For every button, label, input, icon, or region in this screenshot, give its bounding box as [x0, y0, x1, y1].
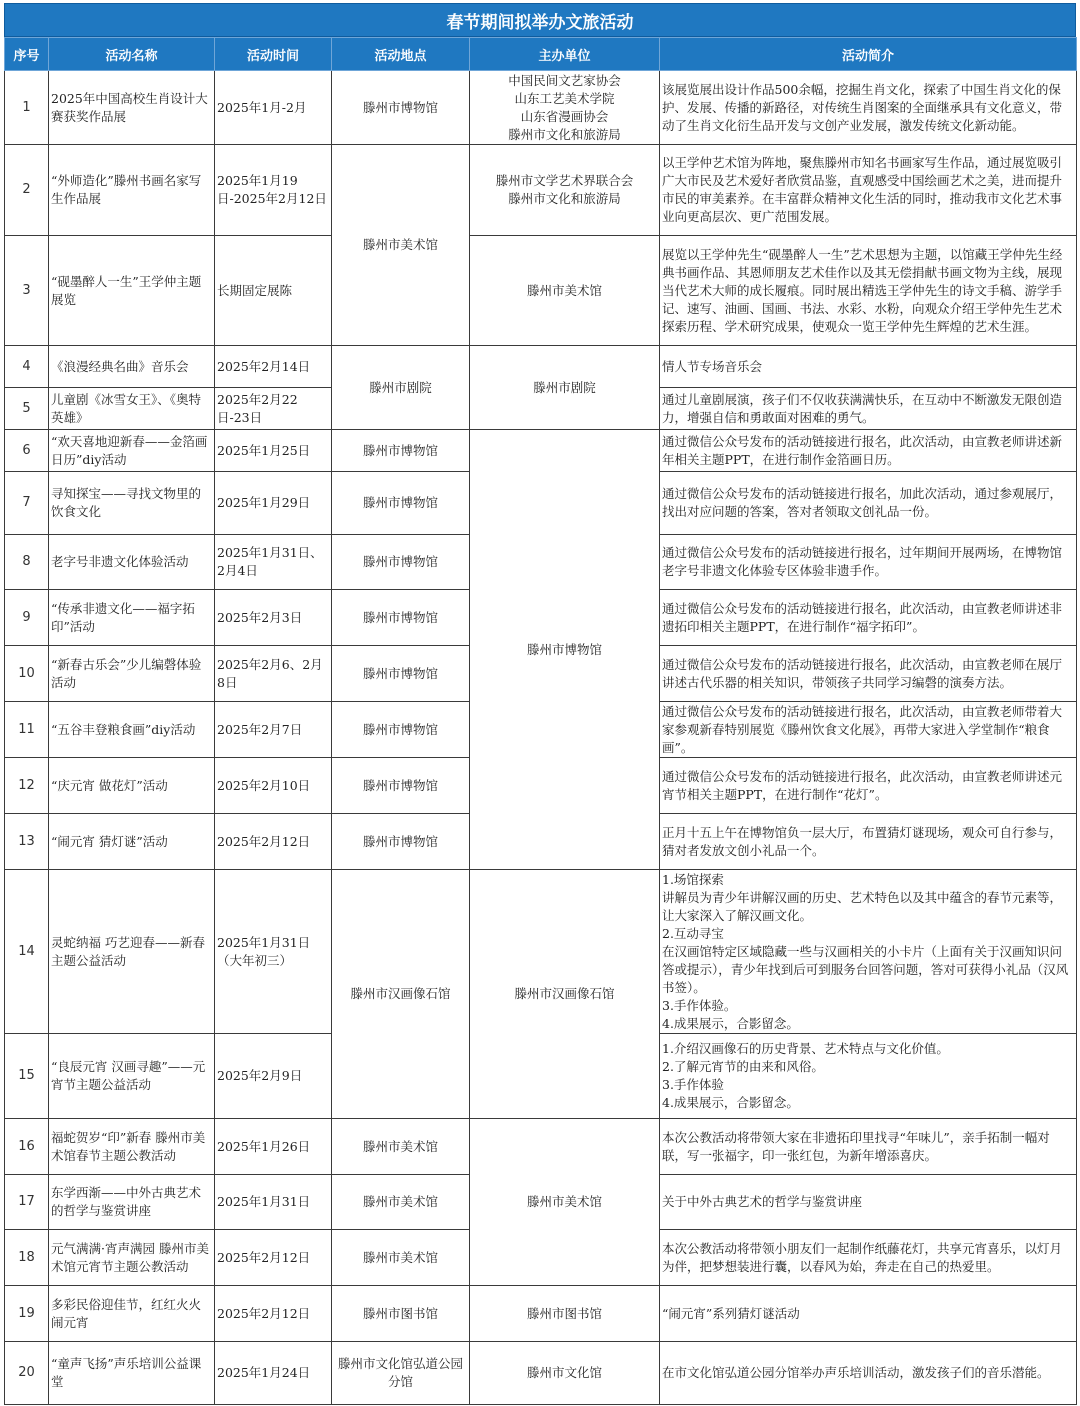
table-row — [5, 870, 1077, 1034]
activity-name: 《浪漫经典名曲》音乐会 — [49, 346, 215, 388]
activity-desc: 通过微信公众号发布的活动链接进行报名，此次活动，由宣教老师讲述新年相关主题PPT，在进行制作金箔画日历。 — [660, 430, 1077, 472]
activity-time: 2025年1月24日 — [215, 1342, 332, 1405]
activity-name: 寻知探宝——寻找文物里的饮食文化 — [49, 472, 215, 535]
activity-name: “庆元宵 做花灯”活动 — [49, 758, 215, 814]
row-no: 11 — [5, 702, 49, 758]
row-no: 7 — [5, 472, 49, 535]
activity-name: 2025年中国高校生肖设计大赛获奖作品展 — [49, 71, 215, 145]
activity-desc: 展览以王学仲先生“砚墨醉人一生”艺术思想为主题，以馆藏王学仲先生经典书画作品、其恩师朋友艺术佳作以及其无偿捐献书画文物为主线，展现当代艺术大师的成长履痕。同时展出精选王学仲先生的诗文手稿、游学手记、速写、油画、国画、书法、水彩、水粉，向观众介绍王学仲先生艺术探索历程、学术研究成果，使观众一览王学仲先生辉煌的艺术生涯。 — [660, 236, 1077, 346]
activity-place: 滕州市博物馆 — [332, 590, 470, 646]
activity-time: 2025年2月12日 — [215, 1286, 332, 1342]
activity-host: 滕州市博物馆 — [470, 430, 660, 870]
activity-time: 长期固定展陈 — [215, 236, 332, 346]
activity-time: 2025年1月31日（大年初三） — [215, 870, 332, 1034]
activity-name: “良辰元宵 汉画寻趣”——元宵节主题公益活动 — [49, 1034, 215, 1119]
activity-desc: 通过微信公众号发布的活动链接进行报名，此次活动，由宣教老师在展厅讲述古代乐器的相关知识，带领孩子共同学习编磬的演奏方法。 — [660, 646, 1077, 702]
row-no: 1 — [5, 71, 49, 145]
desc-line: 在汉画馆特定区域隐藏一些与汉画相关的小卡片（上面有关于汉画知识问答或提示），青少年找到后可到服务台回答问题，答对可获得小礼品（汉风书签）。 — [662, 943, 1069, 995]
activity-desc: 通过儿童剧展演，孩子们不仅收获满满快乐，在互动中不断激发无限创造力，增强自信和勇敢面对困难的勇气。 — [660, 388, 1077, 430]
activity-desc: “闹元宵”系列猜灯谜活动 — [660, 1286, 1077, 1342]
header-host: 主办单位 — [470, 38, 660, 71]
row-no: 3 — [5, 236, 49, 346]
host-line: 山东工艺美术学院 — [514, 90, 615, 106]
activity-time: 2025年1月26日 — [215, 1119, 332, 1175]
activity-place: 滕州市博物馆 — [332, 472, 470, 535]
document — [4, 3, 1076, 1405]
host-line: 滕州市文化和旅游局 — [508, 191, 621, 206]
activity-time: 2025年2月12日 — [215, 1230, 332, 1286]
activity-host — [470, 145, 660, 236]
activity-host — [470, 71, 660, 145]
activity-name: “童声飞扬”声乐培训公益课堂 — [49, 1342, 215, 1405]
row-no: 15 — [5, 1034, 49, 1119]
desc-line: 1.场馆探索 — [662, 871, 724, 887]
row-no: 12 — [5, 758, 49, 814]
header-name: 活动名称 — [49, 38, 215, 71]
header-row — [5, 38, 1077, 71]
activity-place: 滕州市文化馆弘道公园分馆 — [332, 1342, 470, 1405]
header-time: 活动时间 — [215, 38, 332, 71]
activity-desc: 通过微信公众号发布的活动链接进行报名，过年期间开展两场，在博物馆老字号非遗文化体验专区体验非遗手作。 — [660, 535, 1077, 590]
activity-table — [4, 37, 1077, 1405]
activity-place: 滕州市博物馆 — [332, 758, 470, 814]
activity-host: 滕州市文化馆 — [470, 1342, 660, 1405]
activity-time: 2025年2月6、2月8日 — [215, 646, 332, 702]
activity-desc: 本次公教活动将带领大家在非遗拓印里找寻“年味儿”，亲手拓制一幅对联，写一张福字，印一张红包，为新年增添喜庆。 — [660, 1119, 1077, 1175]
activity-time: 2025年1月29日 — [215, 472, 332, 535]
activity-desc: 通过微信公众号发布的活动链接进行报名，此次活动，由宣教老师讲述非遗拓印相关主题PPT，在进行制作“福字拓印”。 — [660, 590, 1077, 646]
activity-desc: 关于中外古典艺术的哲学与鉴赏讲座 — [660, 1175, 1077, 1230]
activity-name: “砚墨醉人一生”王学仲主题展览 — [49, 236, 215, 346]
activity-host: 滕州市图书馆 — [470, 1286, 660, 1342]
table-row — [5, 1119, 1077, 1175]
activity-host: 滕州市剧院 — [470, 346, 660, 430]
activity-time: 2025年2月22日-23日 — [215, 388, 332, 430]
activity-place: 滕州市博物馆 — [332, 535, 470, 590]
row-no: 8 — [5, 535, 49, 590]
host-line: 山东省漫画协会 — [520, 108, 609, 124]
header-desc: 活动简介 — [660, 38, 1077, 71]
activity-name: “欢天喜地迎新春——金箔画日历”diy活动 — [49, 430, 215, 472]
desc-line: 讲解员为青少年讲解汉画的历史、艺术特色以及其中蕴含的春节元素等，让大家深入了解汉画文化。 — [662, 889, 1063, 923]
activity-desc: 通过微信公众号发布的活动链接进行报名，加此次活动，通过参观展厅，找出对应问题的答案，答对者领取文创礼品一份。 — [660, 472, 1077, 535]
activity-place: 滕州市剧院 — [332, 346, 470, 430]
activity-name: “闹元宵 猜灯谜”活动 — [49, 814, 215, 870]
row-no: 5 — [5, 388, 49, 430]
activity-host: 滕州市美术馆 — [470, 236, 660, 346]
table-title: 春节期间拟举办文旅活动 — [4, 3, 1076, 37]
host-line: 滕州市文化和旅游局 — [508, 126, 621, 142]
row-no: 10 — [5, 646, 49, 702]
activity-place: 滕州市汉画像石馆 — [332, 870, 470, 1119]
activity-desc: 通过微信公众号发布的活动链接进行报名，此次活动，由宣教老师带着大家参观新春特别展览《滕州饮食文化展》，再带大家进入学堂制作“粮食画”。 — [660, 702, 1077, 758]
table-row — [5, 145, 1077, 236]
activity-desc — [660, 870, 1077, 1034]
row-no: 18 — [5, 1230, 49, 1286]
activity-host: 滕州市汉画像石馆 — [470, 870, 660, 1119]
desc-line: 1.介绍汉画像石的历史背景、艺术特点与文化价值。 — [662, 1041, 949, 1056]
activity-name: “传承非遗文化——福字拓印”活动 — [49, 590, 215, 646]
row-no: 4 — [5, 346, 49, 388]
activity-name: “五谷丰登粮食画”diy活动 — [49, 702, 215, 758]
table-row — [5, 71, 1077, 145]
activity-time: 2025年2月3日 — [215, 590, 332, 646]
row-no: 2 — [5, 145, 49, 236]
activity-desc: 以王学仲艺术馆为阵地，聚焦滕州市知名书画家写生作品，通过展览吸引广大市民及艺术爱好者欣赏品鉴，直观感受中国绘画艺术之美，进而提升市民的审美素养。在丰富群众精神文化生活的同时，推动我市文化艺术事业向更高层次、更广范围发展。 — [660, 145, 1077, 236]
table-row — [5, 1342, 1077, 1405]
row-no: 6 — [5, 430, 49, 472]
activity-desc: 在市文化馆弘道公园分馆举办声乐培训活动，激发孩子们的音乐潜能。 — [660, 1342, 1077, 1405]
activity-place: 滕州市美术馆 — [332, 1230, 470, 1286]
activity-time: 2025年1月31日 — [215, 1175, 332, 1230]
activity-desc — [660, 1034, 1077, 1119]
activity-time: 2025年2月9日 — [215, 1034, 332, 1119]
activity-place: 滕州市美术馆 — [332, 1175, 470, 1230]
row-no: 13 — [5, 814, 49, 870]
activity-time: 2025年2月12日 — [215, 814, 332, 870]
activity-place: 滕州市美术馆 — [332, 145, 470, 346]
activity-time: 2025年1月-2月 — [215, 71, 332, 145]
table-row — [5, 236, 1077, 346]
activity-place: 滕州市博物馆 — [332, 814, 470, 870]
header-place: 活动地点 — [332, 38, 470, 71]
activity-time: 2025年2月14日 — [215, 346, 332, 388]
activity-name: “外师造化”滕州书画名家写生作品展 — [49, 145, 215, 236]
host-line: 滕州市文学艺术界联合会 — [495, 173, 634, 188]
row-no: 14 — [5, 870, 49, 1034]
activity-time: 2025年1月19日-2025年2月12日 — [215, 145, 332, 236]
activity-time: 2025年1月25日 — [215, 430, 332, 472]
desc-line: 4.成果展示，合影留念。 — [662, 1095, 799, 1110]
activity-place: 滕州市图书馆 — [332, 1286, 470, 1342]
row-no: 17 — [5, 1175, 49, 1230]
desc-line: 3.手作体验。 — [662, 997, 737, 1013]
row-no: 16 — [5, 1119, 49, 1175]
activity-name: 东学西渐——中外古典艺术的哲学与鉴赏讲座 — [49, 1175, 215, 1230]
activity-name: 灵蛇纳福 巧艺迎春——新春主题公益活动 — [49, 870, 215, 1034]
activity-desc: 正月十五上午在博物馆负一层大厅，布置猜灯谜现场，观众可自行参与，猜对者发放文创小礼品一个。 — [660, 814, 1077, 870]
activity-place: 滕州市美术馆 — [332, 1119, 470, 1175]
activity-place: 滕州市博物馆 — [332, 430, 470, 472]
activity-desc: 通过微信公众号发布的活动链接进行报名，此次活动，由宣教老师讲述元宵节相关主题PPT，在进行制作“花灯”。 — [660, 758, 1077, 814]
desc-line: 3.手作体验 — [662, 1077, 724, 1092]
activity-name: 儿童剧《冰雪女王》、《奥特英雄》 — [49, 388, 215, 430]
activity-name: 元气满满·宵声满园 滕州市美术馆元宵节主题公教活动 — [49, 1230, 215, 1286]
table-row — [5, 1286, 1077, 1342]
row-no: 20 — [5, 1342, 49, 1405]
activity-desc: 该展览展出设计作品500余幅，挖掘生肖文化，探索了中国生肖文化的保护、发展、传播的新路径，对传统生肖图案的全面继承具有文化意义，带动了生肖文化衍生品开发与文创产业发展，激发传统文化新动能。 — [660, 71, 1077, 145]
activity-desc: 本次公教活动将带领小朋友们一起制作纸藤花灯，共享元宵喜乐，以灯月为伴，把梦想装进行囊，以春风为始，奔走在自己的热爱里。 — [660, 1230, 1077, 1286]
row-no: 19 — [5, 1286, 49, 1342]
header-no: 序号 — [5, 38, 49, 71]
activity-place: 滕州市博物馆 — [332, 646, 470, 702]
activity-name: “新春古乐会”少儿编磬体验活动 — [49, 646, 215, 702]
desc-line: 4.成果展示，合影留念。 — [662, 1015, 799, 1031]
activity-host: 滕州市美术馆 — [470, 1119, 660, 1286]
activity-place: 滕州市博物馆 — [332, 71, 470, 145]
activity-desc: 情人节专场音乐会 — [660, 346, 1077, 388]
desc-line: 2.了解元宵节的由来和风俗。 — [662, 1059, 824, 1074]
activity-name: 福蛇贺岁“印”新春 滕州市美术馆春节主题公教活动 — [49, 1119, 215, 1175]
activity-time: 2025年1月31日、2月4日 — [215, 535, 332, 590]
activity-time: 2025年2月10日 — [215, 758, 332, 814]
table-row — [5, 346, 1077, 388]
table-row — [5, 430, 1077, 472]
activity-name: 多彩民俗迎佳节，红红火火闹元宵 — [49, 1286, 215, 1342]
desc-line: 2.互动寻宝 — [662, 925, 724, 941]
activity-time: 2025年2月7日 — [215, 702, 332, 758]
host-line: 中国民间文艺家协会 — [508, 72, 621, 88]
activity-place: 滕州市博物馆 — [332, 702, 470, 758]
activity-name: 老字号非遗文化体验活动 — [49, 535, 215, 590]
row-no: 9 — [5, 590, 49, 646]
